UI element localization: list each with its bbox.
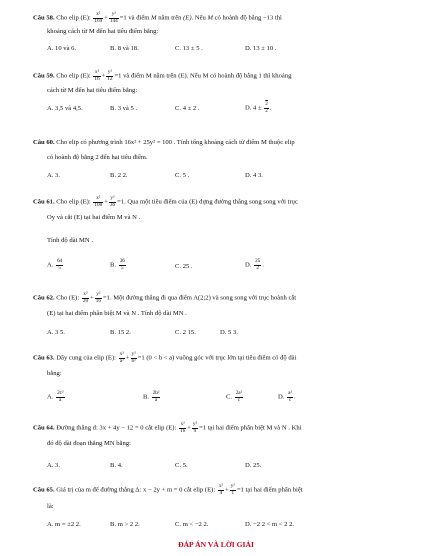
- option-c: C. 4 ± 2 .: [175, 105, 200, 112]
- fraction: [93, 12, 103, 24]
- text: Cho elip: [56, 14, 81, 22]
- text: . Nếu: [191, 14, 208, 22]
- question-number: Câu 64.: [33, 424, 55, 432]
- numerator: y²: [131, 351, 136, 357]
- fraction: [131, 352, 137, 364]
- denominator: 12: [107, 75, 113, 82]
- numerator: x²: [119, 351, 124, 357]
- numerator: y²: [96, 291, 101, 297]
- option-b: B. m > 2 2.: [110, 521, 140, 528]
- denominator: 2: [256, 264, 259, 271]
- question-61-line-1: Câu 61. Cho elip (E): $\frac{\text{x²}}{100}$ + $\frac{\text{y²}}{36}$ =1. Qua một tiêu điểm của (E) dựng đường thẳng song song với trục: [33, 195, 298, 208]
- denominator: 2: [265, 107, 268, 114]
- text: =1 và điểm: [119, 14, 152, 22]
- fraction: [230, 484, 236, 496]
- text: B.: [110, 261, 117, 269]
- denominator: a: [154, 396, 158, 403]
- option-b: B. 4.: [110, 462, 123, 469]
- option-c: C. 5.: [175, 462, 188, 469]
- question-61-line-2: Oy và cắt (E) tại hai điểm M và N .: [47, 214, 141, 221]
- numerator: x²: [180, 421, 185, 427]
- text: .: [293, 393, 296, 401]
- question-number: Câu 58.: [33, 14, 55, 22]
- text: =1 tại hai điểm phân biệt: [236, 486, 303, 494]
- numerator: 2c²: [57, 390, 64, 396]
- denominator: 20: [82, 297, 89, 304]
- answer-section-heading: ĐÁP ÁN VÀ LỜI GIẢI: [178, 540, 254, 549]
- numerator: 2: [265, 101, 268, 107]
- numerator: 2b²: [152, 390, 160, 396]
- text: Đường thẳng d: 3x + 4y − 12 = 0 cắt elip (E):: [56, 424, 177, 432]
- fraction: [109, 12, 119, 24]
- numerator: x²: [94, 69, 100, 75]
- option-c: C. 13 ± 5 .: [175, 45, 203, 52]
- option-d: [245, 259, 264, 271]
- option-b: B. 8 và 18.: [110, 45, 139, 52]
- text: C.: [226, 393, 233, 401]
- fraction: [254, 259, 261, 271]
- text: Dây cung của elip (E):: [56, 354, 116, 362]
- denominator: 16: [94, 75, 100, 82]
- denominator: 36: [109, 201, 116, 208]
- option-b: [143, 391, 161, 403]
- question-number: Câu 65.: [33, 486, 55, 494]
- denominator: 16: [95, 297, 101, 304]
- option-d: [278, 391, 296, 403]
- denominator: 4: [219, 489, 223, 496]
- numerator: 2a²: [235, 390, 243, 396]
- option-c: C. m < −2 2.: [175, 521, 209, 528]
- option-a: A. 3,5 và 4,5.: [47, 105, 83, 112]
- question-59-line-1: Câu 59. Cho elip (E): $\frac{\text{x²}}{16}$ + $\frac{\text{y²}}{12}$ =1 và điểm M nằm trên (E). Nếu M có hoành độ bằng 1 thì khoảng: [33, 69, 292, 82]
- numerator: x²: [83, 291, 88, 297]
- text: =1 tại hai điểm phân biệt M và N . Khi: [199, 424, 302, 432]
- fraction: [152, 391, 161, 403]
- denominator: 16: [179, 427, 186, 434]
- option-b: B. 15 2.: [110, 329, 131, 336]
- denominator: 144: [109, 17, 118, 24]
- numerator: x²: [93, 196, 103, 203]
- fraction: [93, 196, 103, 208]
- text: D.: [245, 261, 252, 269]
- fraction: [287, 391, 293, 403]
- denominator: 169: [94, 17, 103, 24]
- text: D.: [278, 393, 285, 401]
- text: .: [269, 104, 272, 112]
- question-number: Câu 61.: [33, 198, 55, 206]
- option-c: C. 2 15.: [175, 329, 196, 336]
- text: B.: [143, 393, 150, 401]
- option-a: A. m = ±2 2.: [47, 521, 81, 528]
- fraction: [179, 422, 186, 434]
- denominator: 9: [193, 427, 197, 434]
- question-59-line-2: cách từ M đến hai tiêu điểm bằng:: [47, 87, 138, 94]
- denominator: 1: [231, 489, 235, 496]
- option-a: [47, 391, 66, 403]
- denominator: 100: [94, 201, 103, 208]
- numerator: x²: [93, 12, 103, 19]
- question-63-line-1: Câu 63. Dây cung của elip (E): $\frac{\text{x²}}{\text{a²}}$ + $\frac{\text{y²}}{\text{b²}}$ =1 (0 < b < a) vuông góc với trục lớn tại tiêu điểm có độ dài: [33, 351, 297, 364]
- fraction: [218, 484, 224, 496]
- fraction: [56, 259, 63, 271]
- question-60-line-2: có hoành độ bằng 2 đến hai tiêu điểm.: [47, 154, 148, 161]
- question-number: Câu 63.: [33, 354, 55, 362]
- option-d: D. −2 2 < m < 2 2.: [245, 521, 295, 528]
- numerator: y²: [230, 483, 235, 489]
- text: +: [104, 14, 108, 22]
- fraction: [109, 196, 116, 208]
- numerator: x²: [218, 483, 223, 489]
- fraction: [82, 292, 89, 304]
- text: =1. Một đường thẳng đi qua điểm A(2;2) và song song với trục hoành cắt: [102, 294, 297, 302]
- question-62-line-1: Câu 62. Cho (E): $\frac{\text{x²}}{20}$ + $\frac{\text{y²}}{16}$ =1. Một đường thẳng đi qua điểm A(2;2) và song song với trục hoành cắt: [33, 291, 297, 304]
- option-c: C. 5 .: [175, 172, 190, 179]
- text: Cho elip (E):: [56, 72, 91, 80]
- numerator: 64: [57, 258, 63, 264]
- text: Cho elip có phương trình 16x² + 25y² = 100 . Tính tổng khoảng cách từ điểm M thuộc elip: [56, 139, 295, 146]
- option-c: [226, 391, 244, 403]
- option-d: D. 25.: [245, 462, 262, 469]
- option-a: [47, 259, 64, 271]
- text: (E): [183, 14, 192, 22]
- text: Cho elip (E):: [56, 198, 91, 206]
- denominator: 5: [121, 264, 124, 271]
- option-b: [110, 259, 127, 271]
- fraction: [56, 391, 64, 403]
- fraction: [119, 352, 125, 364]
- text: D. 4 ±: [245, 104, 264, 112]
- option-a: A. 3.: [47, 172, 61, 179]
- question-number: Câu 59.: [33, 72, 55, 80]
- question-58-line-1: [33, 12, 282, 24]
- question-number: Câu 62.: [33, 294, 55, 302]
- option-d: D. 5 3.: [220, 329, 238, 336]
- fraction: [192, 422, 198, 434]
- question-65-line-2: là:: [47, 503, 54, 510]
- text: =1 và điểm M nằm trên (E). Nếu M có hoành độ bằng 1 thì khoảng: [114, 72, 292, 80]
- question-61-line-3: Tính độ dài MN .: [47, 237, 93, 244]
- question-64-line-2: đó độ dài đoạn thẳng MN bằng:: [47, 440, 131, 447]
- text: nằm trên: [156, 14, 184, 22]
- numerator: 25: [255, 258, 261, 264]
- text: thì: [273, 14, 282, 22]
- denominator: c: [237, 396, 241, 403]
- denominator: a: [59, 396, 62, 403]
- denominator: b²: [131, 357, 136, 364]
- numerator: y²: [109, 12, 119, 19]
- text: A.: [47, 393, 54, 401]
- question-65-line-1: Câu 65. Giá trị của m để đường thẳng Δ: x − 2y + m = 0 cắt elip (E): $\frac{\text{x²}}{4}$ + $\frac{\text{y²}}{1}$ =1 tại hai điểm phân biệt: [33, 483, 303, 496]
- option-d: D. 4 3.: [245, 172, 263, 179]
- fraction: [95, 292, 102, 304]
- question-60-line-1: [33, 138, 295, 147]
- question-58-line-2: khoảng cách từ M đến hai tiêu điểm bằng:: [47, 28, 159, 35]
- denominator: c: [288, 396, 292, 403]
- option-d: D. 13 ± 10 .: [245, 45, 277, 52]
- question-number: Câu 60.: [33, 139, 55, 146]
- text: =1 (0 < b < a) vuông góc với trục lớn tại tiêu điểm có độ dài: [137, 354, 297, 362]
- fraction: [119, 259, 126, 271]
- question-63-line-2: bằng:: [47, 370, 62, 377]
- option-d: [245, 102, 272, 114]
- numerator: a²: [288, 390, 292, 396]
- option-a: A. 3 5.: [47, 329, 65, 336]
- question-62-line-2: (E) tại hai điểm phân biệt M và N . Tính độ dài MN .: [47, 310, 187, 317]
- fraction: [106, 70, 113, 82]
- denominator: 5: [58, 264, 61, 271]
- numerator: y²: [107, 69, 112, 75]
- fraction: [93, 70, 100, 82]
- option-a: A. 10 và 6.: [47, 45, 77, 52]
- numerator: 36: [119, 258, 125, 264]
- option-a: A. 3.: [47, 462, 61, 469]
- text: (E):: [80, 14, 91, 22]
- text: A.: [47, 261, 54, 269]
- text: Giá trị của m để đường thẳng Δ: x − 2y + m = 0 cắt elip (E):: [56, 486, 216, 494]
- text: .: [262, 261, 264, 269]
- fraction: [235, 391, 243, 403]
- denominator: a²: [119, 357, 124, 364]
- option-b: B. 2 2.: [110, 172, 128, 179]
- numerator: y²: [110, 195, 115, 201]
- text: M: [151, 14, 157, 22]
- numerator: y²: [192, 421, 198, 427]
- option-b: B. 3 và 5 .: [110, 105, 138, 112]
- text: −13: [262, 14, 274, 22]
- text: M: [207, 14, 213, 22]
- fraction: [264, 102, 269, 114]
- option-c: C. 25 .: [175, 263, 193, 270]
- text: có hoành độ bằng: [212, 14, 263, 22]
- question-64-line-1: Câu 64. Đường thẳng d: 3x + 4y − 12 = 0 cắt elip (E): $\frac{\text{x²}}{16}$ + $\frac{\text{y²}}{9}$ =1 tại hai điểm phân biệt M và N . Khi: [33, 421, 302, 434]
- text: =1. Qua một tiêu điểm của (E) dựng đường thẳng song song với trục: [117, 198, 298, 206]
- text: Cho (E):: [56, 294, 80, 302]
